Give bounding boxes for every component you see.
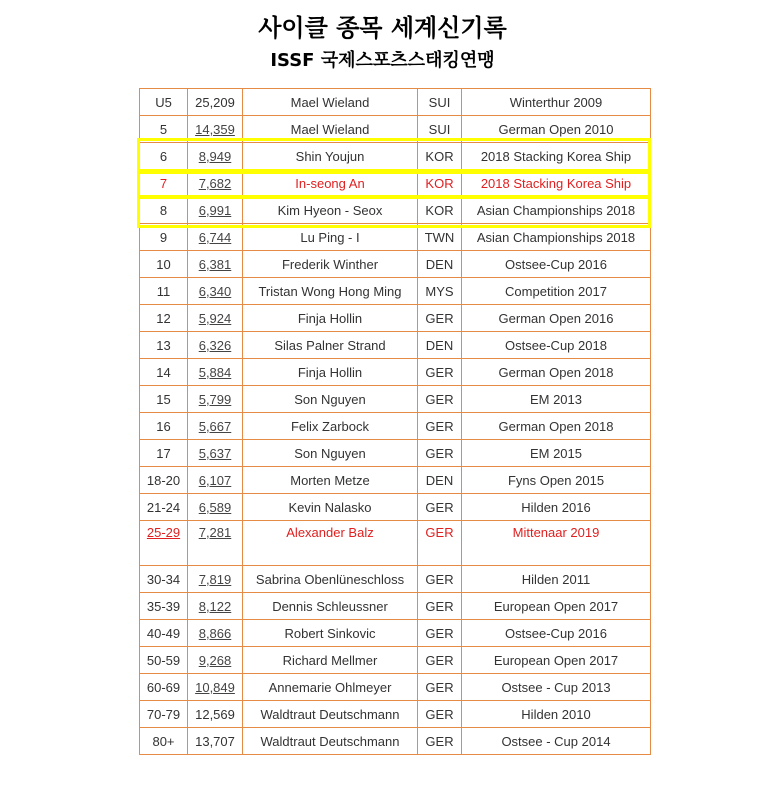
age-cell: 13 xyxy=(140,332,188,359)
table-row xyxy=(140,593,651,620)
name-cell: Mael Wieland xyxy=(243,89,418,116)
table-row xyxy=(140,386,651,413)
score-cell xyxy=(188,566,243,593)
event-cell: Ostsee-Cup 2018 xyxy=(462,332,651,359)
country-cell: GER xyxy=(418,305,462,332)
score-cell xyxy=(188,359,243,386)
name-cell: Kevin Nalasko xyxy=(243,494,418,521)
event-cell: Ostsee-Cup 2016 xyxy=(462,251,651,278)
score-link[interactable]: 8,122 xyxy=(198,598,232,614)
score-link[interactable]: 5,884 xyxy=(198,364,232,380)
country-cell: TWN xyxy=(418,224,462,251)
age-cell: 12 xyxy=(140,305,188,332)
event-cell: Hilden 2016 xyxy=(462,494,651,521)
event-cell: Hilden 2011 xyxy=(462,566,651,593)
score-link[interactable]: 5,924 xyxy=(198,310,232,326)
event-cell: Mittenaar 2019 xyxy=(462,521,651,566)
name-cell: In-seong An xyxy=(243,170,418,197)
score-cell xyxy=(188,224,243,251)
score-cell xyxy=(188,251,243,278)
age-cell: 21-24 xyxy=(140,494,188,521)
score-cell xyxy=(188,620,243,647)
name-cell: Waldtraut Deutschmann xyxy=(243,728,418,755)
score-link[interactable]: 6,589 xyxy=(198,499,232,515)
age-cell: 9 xyxy=(140,224,188,251)
table-row xyxy=(140,701,651,728)
score-cell xyxy=(188,593,243,620)
table-row xyxy=(140,224,651,251)
table-row xyxy=(140,359,651,386)
age-cell: 35-39 xyxy=(140,593,188,620)
table-row xyxy=(140,728,651,755)
event-cell: German Open 2016 xyxy=(462,305,651,332)
age-cell: 11 xyxy=(140,278,188,305)
score-cell xyxy=(188,386,243,413)
event-cell: 2018 Stacking Korea Ship xyxy=(462,170,651,197)
score-link[interactable]: 6,107 xyxy=(198,472,232,488)
score-cell xyxy=(188,116,243,143)
table-row xyxy=(140,494,651,521)
score-link[interactable]: 5,799 xyxy=(198,391,232,407)
age-cell: 16 xyxy=(140,413,188,440)
name-cell: Annemarie Ohlmeyer xyxy=(243,674,418,701)
age-cell: 14 xyxy=(140,359,188,386)
name-cell: Waldtraut Deutschmann xyxy=(243,701,418,728)
country-cell: DEN xyxy=(418,251,462,278)
name-cell: Son Nguyen xyxy=(243,440,418,467)
table-row xyxy=(140,647,651,674)
score-link[interactable]: 8,866 xyxy=(198,625,232,641)
age-cell: 60-69 xyxy=(140,674,188,701)
table-row xyxy=(140,278,651,305)
score-cell xyxy=(188,440,243,467)
score-cell xyxy=(188,494,243,521)
score-link[interactable]: 6,744 xyxy=(198,229,232,245)
name-cell: Tristan Wong Hong Ming xyxy=(243,278,418,305)
country-cell: GER xyxy=(418,647,462,674)
country-cell: GER xyxy=(418,521,462,566)
name-cell: Morten Metze xyxy=(243,467,418,494)
age-cell: 80+ xyxy=(140,728,188,755)
name-cell: Frederik Winther xyxy=(243,251,418,278)
country-cell: KOR xyxy=(418,197,462,224)
score-cell: 13,707 xyxy=(188,728,243,755)
event-cell: Ostsee-Cup 2016 xyxy=(462,620,651,647)
event-cell: Ostsee - Cup 2013 xyxy=(462,674,651,701)
score-link[interactable]: 9,268 xyxy=(198,652,232,668)
age-cell: 70-79 xyxy=(140,701,188,728)
name-cell: Shin Youjun xyxy=(243,143,418,170)
score-cell xyxy=(188,467,243,494)
name-cell: Robert Sinkovic xyxy=(243,620,418,647)
score-link[interactable]: 8,949 xyxy=(198,148,232,164)
name-cell: Kim Hyeon - Seox xyxy=(243,197,418,224)
score-link[interactable]: 6,326 xyxy=(198,337,232,353)
country-cell: GER xyxy=(418,413,462,440)
name-cell: Sabrina Obenlüneschloss xyxy=(243,566,418,593)
table-row xyxy=(140,467,651,494)
table-row xyxy=(140,674,651,701)
country-cell: DEN xyxy=(418,332,462,359)
records-table-body xyxy=(140,89,651,755)
score-cell xyxy=(188,143,243,170)
name-cell: Dennis Schleussner xyxy=(243,593,418,620)
country-cell: KOR xyxy=(418,170,462,197)
table-row xyxy=(140,197,651,224)
event-cell: EM 2013 xyxy=(462,386,651,413)
country-cell: KOR xyxy=(418,143,462,170)
score-cell xyxy=(188,197,243,224)
age-cell: 17 xyxy=(140,440,188,467)
age-cell: 5 xyxy=(140,116,188,143)
event-cell: Asian Championships 2018 xyxy=(462,224,651,251)
event-cell: German Open 2010 xyxy=(462,116,651,143)
country-cell: SUI xyxy=(418,89,462,116)
name-cell: Finja Hollin xyxy=(243,305,418,332)
table-row xyxy=(140,89,651,116)
event-cell: German Open 2018 xyxy=(462,413,651,440)
score-link[interactable]: 5,637 xyxy=(198,445,232,461)
table-row xyxy=(140,305,651,332)
country-cell: GER xyxy=(418,701,462,728)
event-cell: European Open 2017 xyxy=(462,593,651,620)
score-cell xyxy=(188,413,243,440)
score-cell xyxy=(188,278,243,305)
country-cell: DEN xyxy=(418,467,462,494)
age-cell: 18-20 xyxy=(140,467,188,494)
age-cell: 7 xyxy=(140,170,188,197)
records-table xyxy=(139,88,651,755)
event-cell: Competition 2017 xyxy=(462,278,651,305)
score-cell xyxy=(188,170,243,197)
score-cell: 12,569 xyxy=(188,701,243,728)
score-link[interactable]: 7,819 xyxy=(198,571,232,587)
name-cell: Felix Zarbock xyxy=(243,413,418,440)
score-cell: 25,209 xyxy=(188,89,243,116)
name-cell: Silas Palner Strand xyxy=(243,332,418,359)
score-link[interactable]: 7,682 xyxy=(198,175,232,191)
score-link[interactable]: 14,359 xyxy=(195,121,235,137)
country-cell: GER xyxy=(418,494,462,521)
table-row xyxy=(140,566,651,593)
age-cell: 10 xyxy=(140,251,188,278)
age-cell: 8 xyxy=(140,197,188,224)
page-title: 사이클 종목 세계신기록 xyxy=(258,14,507,42)
event-cell: Winterthur 2009 xyxy=(462,89,651,116)
age-link[interactable]: 25-29 xyxy=(146,525,181,540)
score-link[interactable]: 6,991 xyxy=(198,202,232,218)
country-cell: GER xyxy=(418,620,462,647)
country-cell: MYS xyxy=(418,278,462,305)
age-cell xyxy=(140,521,188,566)
table-row xyxy=(140,440,651,467)
age-cell: 6 xyxy=(140,143,188,170)
table-row xyxy=(140,116,651,143)
score-cell xyxy=(188,305,243,332)
age-cell: U5 xyxy=(140,89,188,116)
country-cell: GER xyxy=(418,359,462,386)
country-cell: GER xyxy=(418,386,462,413)
page-subtitle: ISSF 국제스포츠스태킹연맹 xyxy=(270,50,495,71)
country-cell: GER xyxy=(418,674,462,701)
age-cell: 40-49 xyxy=(140,620,188,647)
event-cell: Hilden 2010 xyxy=(462,701,651,728)
age-cell: 30-34 xyxy=(140,566,188,593)
name-cell: Lu Ping - I xyxy=(243,224,418,251)
name-cell: Mael Wieland xyxy=(243,116,418,143)
name-cell: Finja Hollin xyxy=(243,359,418,386)
country-cell: GER xyxy=(418,440,462,467)
table-row xyxy=(140,413,651,440)
table-row xyxy=(140,620,651,647)
score-cell xyxy=(188,521,243,566)
table-row xyxy=(140,521,651,566)
table-row xyxy=(140,170,651,197)
event-cell: 2018 Stacking Korea Ship xyxy=(462,143,651,170)
event-cell: Ostsee - Cup 2014 xyxy=(462,728,651,755)
event-cell: European Open 2017 xyxy=(462,647,651,674)
table-row xyxy=(140,332,651,359)
score-link[interactable]: 6,381 xyxy=(198,256,232,272)
event-cell: Fyns Open 2015 xyxy=(462,467,651,494)
country-cell: SUI xyxy=(418,116,462,143)
score-link[interactable]: 7,281 xyxy=(198,525,232,540)
event-cell: German Open 2018 xyxy=(462,359,651,386)
name-cell: Richard Mellmer xyxy=(243,647,418,674)
score-cell xyxy=(188,647,243,674)
event-cell: Asian Championships 2018 xyxy=(462,197,651,224)
country-cell: GER xyxy=(418,728,462,755)
country-cell: GER xyxy=(418,566,462,593)
name-cell: Son Nguyen xyxy=(243,386,418,413)
table-row xyxy=(140,143,651,170)
score-link[interactable]: 6,340 xyxy=(198,283,232,299)
country-cell: GER xyxy=(418,593,462,620)
age-cell: 15 xyxy=(140,386,188,413)
age-cell: 50-59 xyxy=(140,647,188,674)
table-row xyxy=(140,251,651,278)
event-cell: EM 2015 xyxy=(462,440,651,467)
score-link[interactable]: 5,667 xyxy=(198,418,232,434)
score-cell xyxy=(188,332,243,359)
score-link[interactable]: 10,849 xyxy=(195,679,235,695)
name-cell: Alexander Balz xyxy=(243,521,418,566)
score-cell xyxy=(188,674,243,701)
